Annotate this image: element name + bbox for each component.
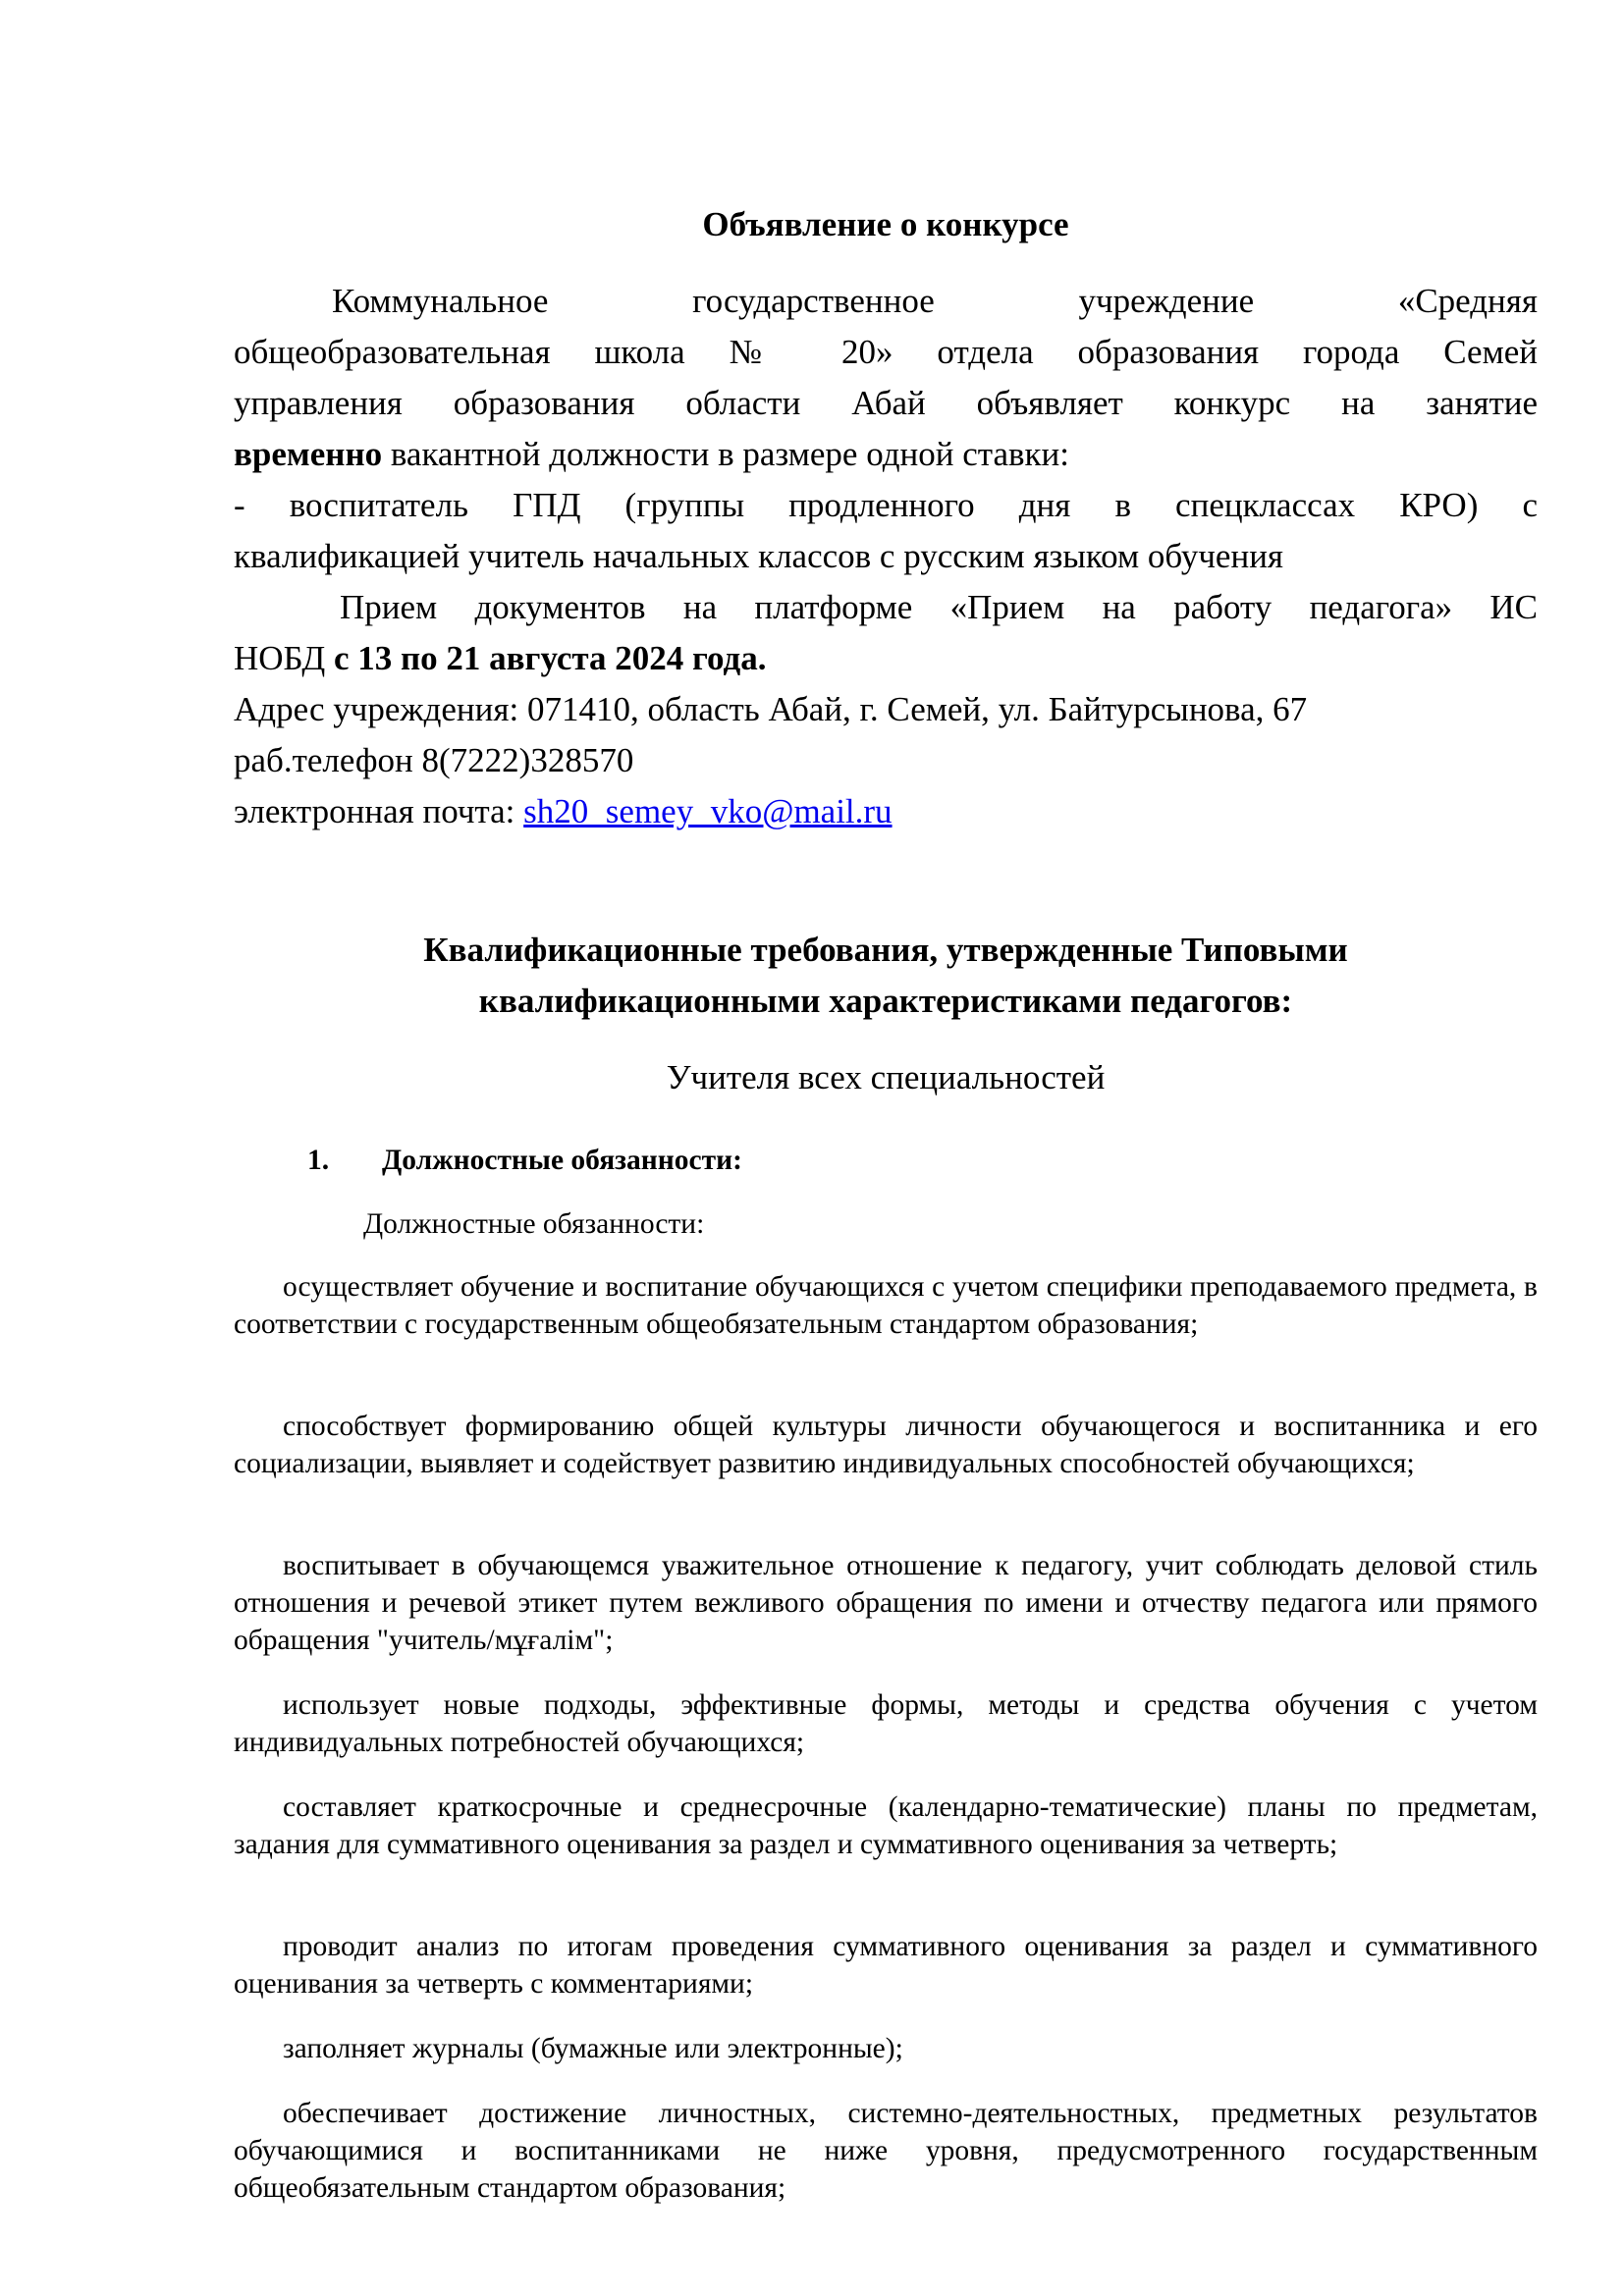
duty-item: использует новые подходы, эффективные формы, методы и средства обучения с учетом индивидуальных потребностей обучающихся;	[234, 1689, 1538, 1758]
position-line: - воспитатель ГПД (группы продленного дня в спецклассах КРО) с	[234, 486, 1538, 524]
email-link[interactable]: sh20_semey_vko@mail.ru	[523, 792, 893, 830]
duty-item: способствует формированию общей культуры личности обучающегося и воспитанника и его социализации, выявляет и содействует развитию индивидуальных способностей обучающихся;	[234, 1411, 1538, 1479]
duty-item: осуществляет обучение и воспитание обучающихся с учетом специфики преподаваемого предмета, в соответствии с государственным общеобязательным стандартом образования;	[234, 1271, 1538, 1340]
duty-item: заполняет журналы (бумажные или электронные);	[283, 2033, 903, 2064]
email-line	[234, 786, 1538, 837]
duty-item: воспитывает в обучающемся уважительное отношение к педагогу, учит соблюдать деловой стиль отношения и речевой этикет путем вежливого обращения по имени и отчеству педагога или прямого обращения "учитель/мұғалім";	[234, 1550, 1538, 1656]
requirements-title-line: квалификационными характеристиками педагогов:	[478, 982, 1293, 1020]
docs-dates: с 13 по 21 августа 2024 года.	[333, 639, 767, 677]
docs-prefix: НОБД	[234, 639, 334, 677]
email-label: электронная почта:	[234, 792, 524, 830]
position-line: квалификацией учитель начальных классов с русским языком обучения	[234, 537, 1284, 575]
requirements-subtitle: Учителя всех специальностей	[666, 1058, 1106, 1096]
address-line: Адрес учреждения: 071410, область Абай, г. Семей, ул. Байтурсынова, 67	[234, 690, 1308, 728]
announcement-title: Объявление о конкурсе	[702, 205, 1069, 243]
section-heading	[234, 1142, 1538, 1179]
requirements-title-line: Квалификационные требования, утвержденные Типовыми	[423, 931, 1348, 969]
paragraph-line: Коммунальное государственное учреждение «Средняя	[332, 282, 1538, 320]
phone-line: раб.телефон 8(7222)328570	[234, 741, 634, 779]
docs-line	[234, 633, 1538, 684]
section-title: Должностные обязанности:	[382, 1145, 742, 1176]
announcement-paragraph	[234, 276, 1538, 837]
duties-label: Должностные обязанности:	[363, 1208, 705, 1240]
paragraph-line-rest: вакантной должности в размере одной ставки:	[382, 435, 1070, 473]
section-number: 1.	[307, 1145, 330, 1176]
duty-item: обеспечивает достижение личностных, системно-деятельностных, предметных результатов обучающимися и воспитанниками не ниже уровня, предусмотренного государственным общеобязательным стандартом образования;	[234, 2098, 1538, 2204]
paragraph-line: общеобразовательная школа № 20» отдела образования города Семей	[234, 333, 1538, 371]
emphasis-temporary: временно	[234, 435, 383, 473]
requirements-title	[234, 925, 1538, 1027]
paragraph-line	[234, 429, 1538, 480]
duty-item: проводит анализ по итогам проведения суммативного оценивания за раздел и суммативного оценивания за четверть с комментариями;	[234, 1931, 1538, 2000]
duty-item: составляет краткосрочные и среднесрочные (календарно-тематические) планы по предметам, задания для суммативного оценивания за раздел и суммативного оценивания за четверть;	[234, 1791, 1538, 1860]
docs-line: Прием документов на платформе «Прием на работу педагога» ИС	[340, 588, 1538, 626]
paragraph-line: управления образования области Абай объявляет конкурс на занятие	[234, 384, 1538, 422]
